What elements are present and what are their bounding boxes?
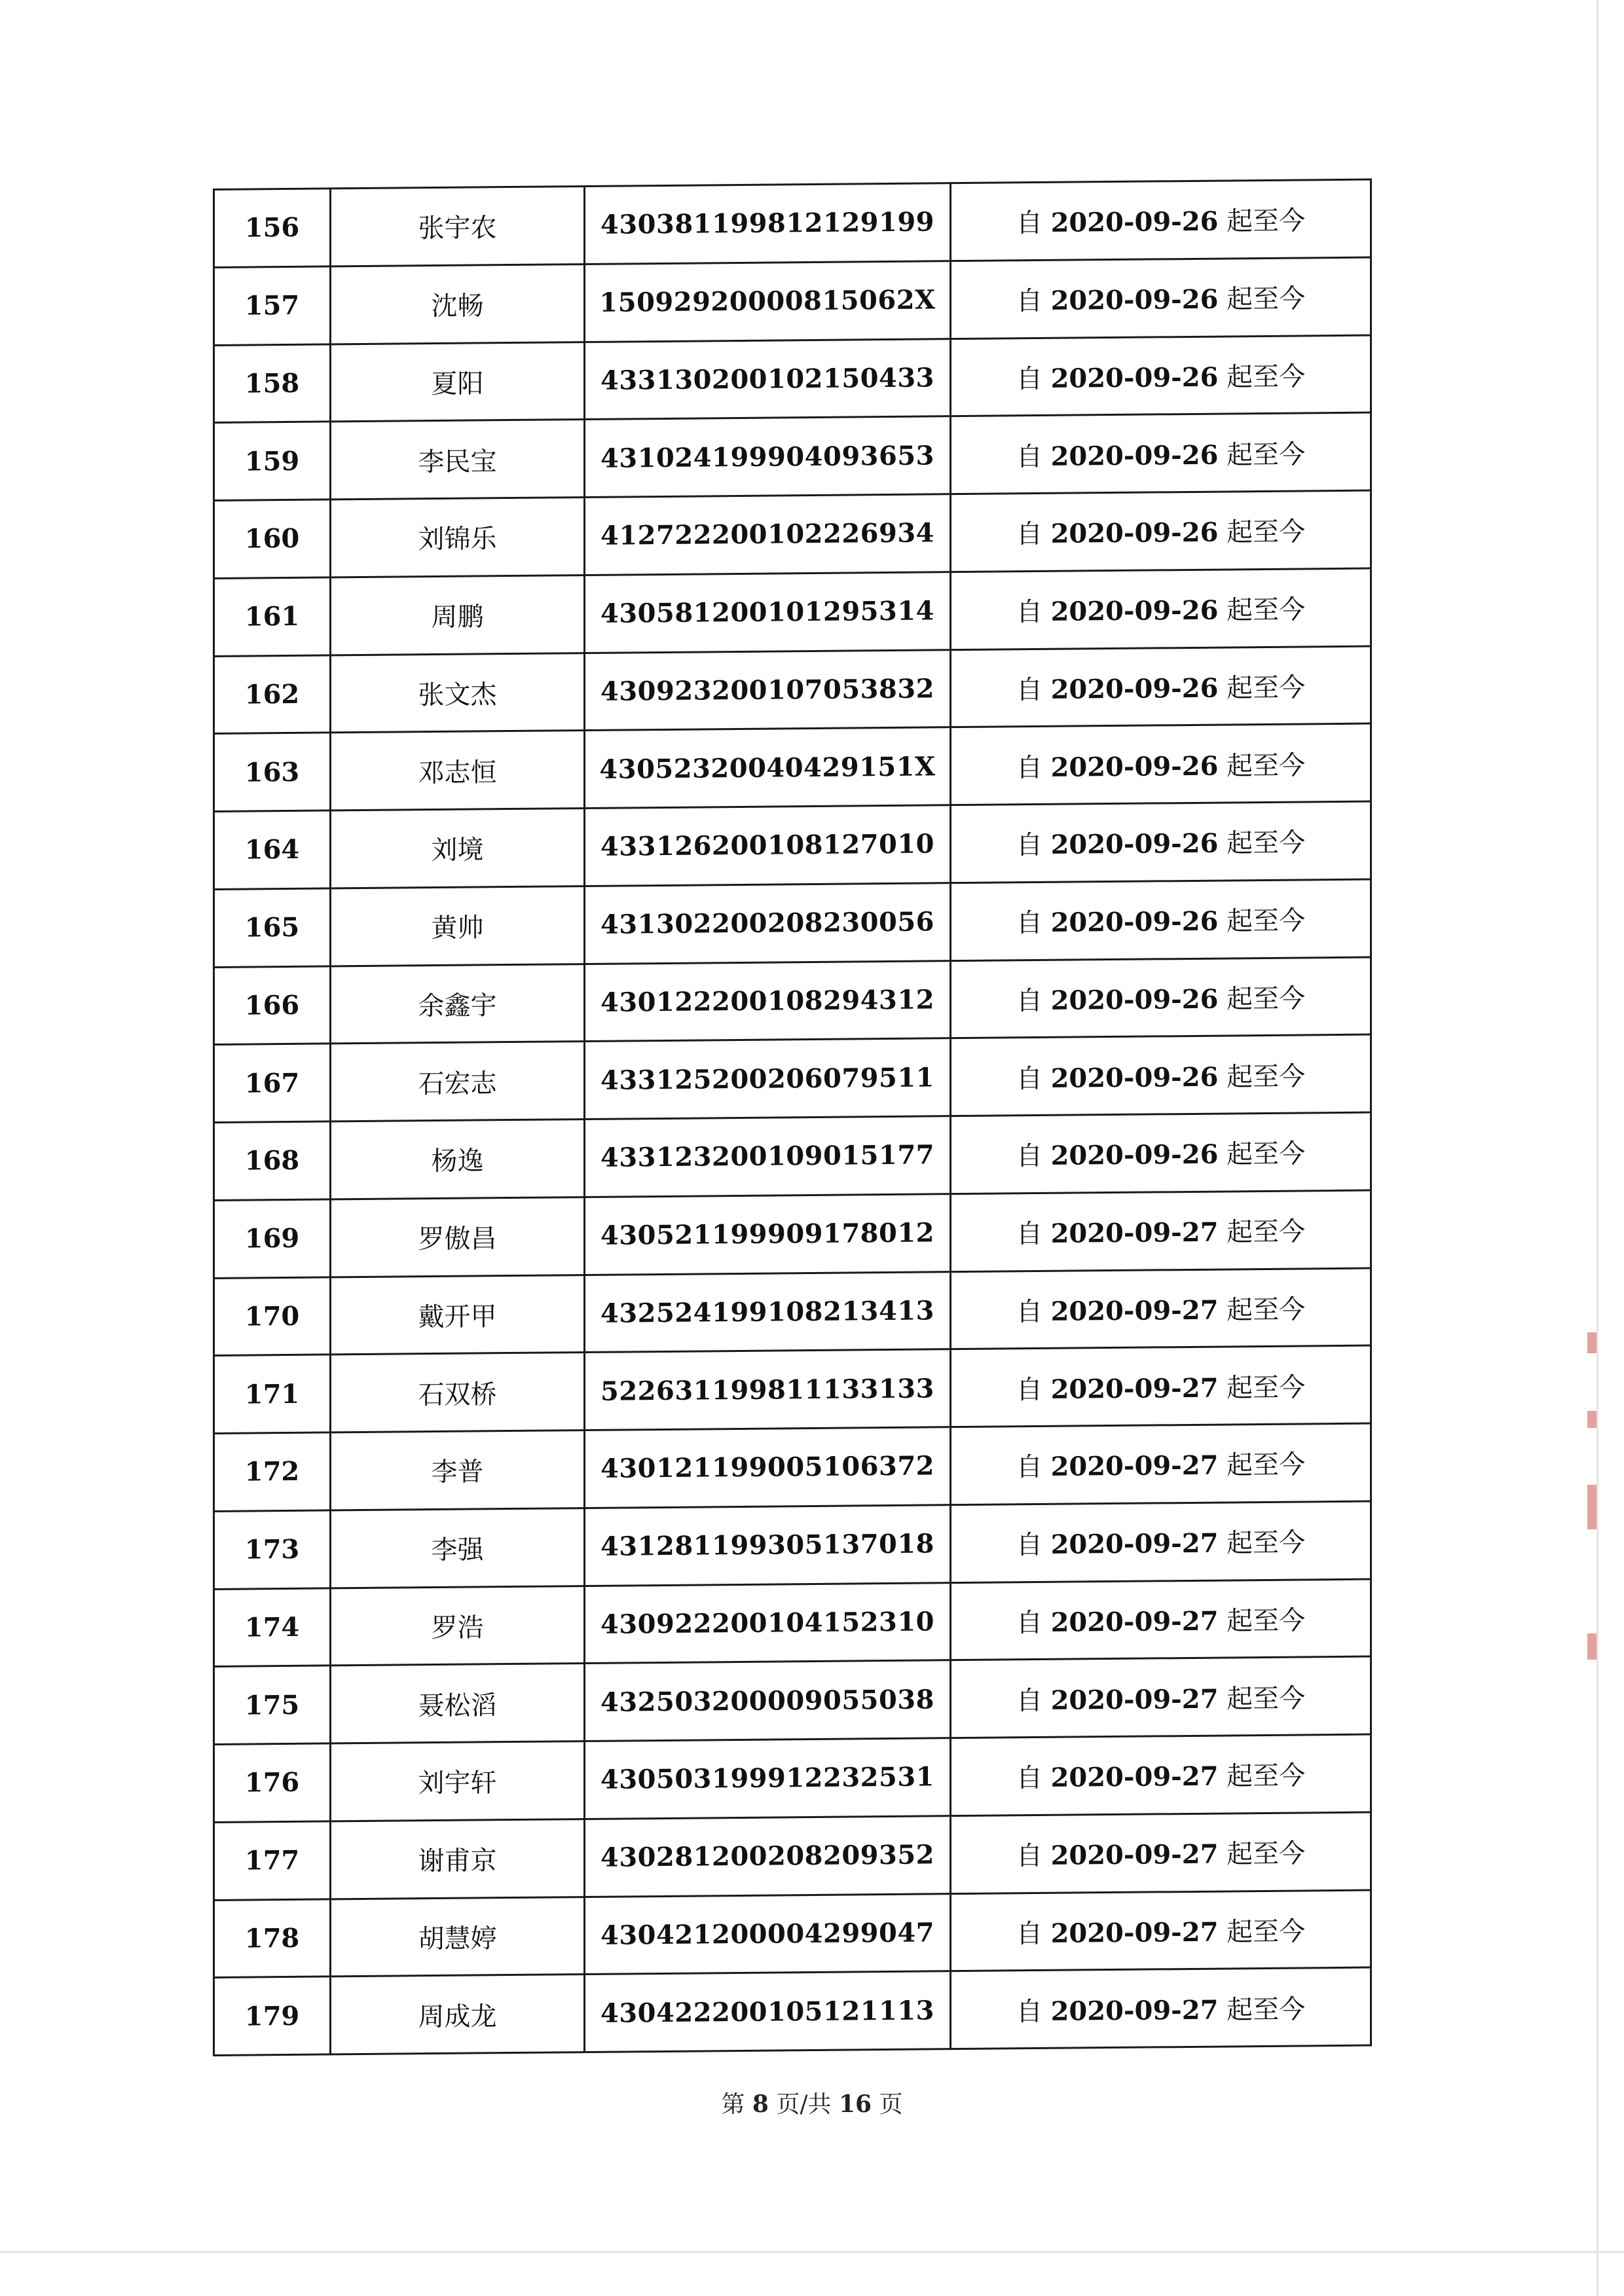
period-prefix: 自 [1016,286,1043,317]
table-row [214,1501,1371,1589]
period-prefix: 自 [1016,1219,1043,1250]
period-date: 2020-09-26 [1050,983,1219,1016]
table-row [214,412,1371,500]
seq-cell: 171 [214,1355,331,1433]
footer-middle: 页/共 [776,2091,832,2118]
id-number-cell: 433126200108127010 [585,805,951,886]
period-date: 2020-09-26 [1050,1061,1219,1094]
name-cell: 张宇农 [331,187,585,266]
name-cell: 罗傲昌 [331,1197,585,1277]
period-prefix: 自 [1016,1063,1043,1094]
period-suffix: 起至今 [1227,1760,1306,1792]
period-cell [951,1734,1371,1815]
name-cell: 罗浩 [331,1586,585,1666]
name-cell: 石双桥 [331,1353,585,1432]
period-cell [951,490,1371,572]
seq-cell: 161 [214,577,331,656]
period-date: 2020-09-26 [1050,828,1219,861]
name-cell: 邓志恒 [331,731,585,811]
id-number-cell: 430281200208209352 [585,1815,951,1897]
seq-cell: 169 [214,1199,331,1278]
id-number-cell: 430922200104152310 [585,1582,951,1664]
period-cell [951,957,1371,1038]
table-row [214,179,1371,267]
period-suffix: 起至今 [1227,594,1306,626]
period-cell [951,335,1371,416]
period-suffix: 起至今 [1227,206,1306,237]
period-prefix: 自 [1016,208,1043,239]
id-number-cell: 412722200102226934 [585,494,951,575]
id-number-cell: 430381199812129199 [585,183,951,264]
table-row [214,723,1371,811]
period-suffix: 起至今 [1227,1683,1306,1715]
period-prefix: 自 [1016,519,1043,550]
table-row [214,1345,1371,1433]
period-prefix: 自 [1016,908,1043,939]
seq-cell: 164 [214,811,331,889]
record-table-body [214,179,1371,2055]
id-number-cell: 430421200004299047 [585,1893,951,1975]
period-date: 2020-09-27 [1050,1372,1219,1405]
period-prefix: 自 [1016,674,1043,706]
period-date: 2020-09-27 [1050,1994,1219,2027]
name-cell: 刘境 [331,809,585,888]
table-row [214,1890,1371,1978]
period-cell [951,1501,1371,1582]
period-cell [951,879,1371,960]
table-row [214,1423,1371,1511]
period-prefix: 自 [1016,1141,1043,1172]
period-cell [951,1656,1371,1738]
period-suffix: 起至今 [1227,1216,1306,1248]
margin-stamp-mark [1587,1411,1596,1428]
seq-cell: 168 [214,1121,331,1200]
table-row [214,646,1371,734]
id-number-cell: 431302200208230056 [585,883,951,964]
seq-cell: 176 [214,1743,331,1822]
period-cell [951,1112,1371,1194]
seq-cell: 173 [214,1510,331,1589]
seq-cell: 165 [214,888,331,967]
period-prefix: 自 [1016,1996,1043,2027]
name-cell: 沈畅 [331,264,585,344]
period-date: 2020-09-27 [1050,1605,1219,1638]
footer-total-pages: 16 [839,2090,872,2118]
table-row [214,1190,1371,1278]
table-row [214,879,1371,967]
period-date: 2020-09-27 [1050,1527,1219,1560]
period-prefix: 自 [1016,1685,1043,1716]
name-cell: 杨逸 [331,1120,585,1199]
id-number-cell: 430923200107053832 [585,649,951,731]
name-cell: 戴开甲 [331,1275,585,1355]
period-suffix: 起至今 [1227,1527,1306,1559]
table-row [214,801,1371,889]
seq-cell: 156 [214,189,331,267]
period-prefix: 自 [1016,363,1043,395]
name-cell: 黄帅 [331,886,585,966]
table-row [214,1734,1371,1822]
period-prefix: 自 [1016,1841,1043,1872]
id-number-cell: 15092920000815062X [585,261,951,342]
period-prefix: 自 [1016,752,1043,783]
seq-cell: 162 [214,655,331,733]
period-cell [951,1423,1371,1504]
seq-cell: 163 [214,733,331,811]
period-suffix: 起至今 [1227,1605,1306,1637]
period-date: 2020-09-26 [1050,1139,1219,1172]
seq-cell: 157 [214,266,331,345]
period-date: 2020-09-27 [1050,1916,1219,1949]
seq-cell: 177 [214,1821,331,1900]
period-prefix: 自 [1016,1530,1043,1561]
id-number-cell: 433123200109015177 [585,1116,951,1197]
period-cell [951,723,1371,805]
name-cell: 余鑫宇 [331,964,585,1044]
period-prefix: 自 [1016,1607,1043,1639]
period-cell [951,412,1371,494]
period-suffix: 起至今 [1227,1294,1306,1326]
period-suffix: 起至今 [1227,517,1306,548]
table-row [214,1268,1371,1356]
period-cell [951,646,1371,727]
id-number-cell: 433125200206079511 [585,1038,951,1120]
page-edge-right [1596,0,1598,2296]
footer-current-page: 8 [752,2090,769,2118]
period-prefix: 自 [1016,1296,1043,1328]
table-row [214,257,1371,345]
period-date: 2020-09-26 [1050,206,1219,239]
table-row [214,1812,1371,1900]
name-cell: 刘锦乐 [331,498,585,577]
period-date: 2020-09-27 [1050,1216,1219,1249]
period-prefix: 自 [1016,1918,1043,1950]
id-number-cell: 431024199904093653 [585,416,951,498]
seq-cell: 166 [214,966,331,1044]
seq-cell: 175 [214,1666,331,1744]
period-prefix: 自 [1016,830,1043,861]
period-cell [951,1967,1371,2049]
period-suffix: 起至今 [1227,983,1306,1015]
period-suffix: 起至今 [1227,1916,1306,1948]
period-prefix: 自 [1016,1374,1043,1405]
period-date: 2020-09-26 [1050,439,1219,472]
name-cell: 张文杰 [331,653,585,733]
period-suffix: 起至今 [1227,1449,1306,1481]
period-date: 2020-09-26 [1050,361,1219,394]
period-suffix: 起至今 [1227,1139,1306,1170]
name-cell: 李民宝 [331,420,585,500]
id-number-cell: 430122200108294312 [585,960,951,1042]
seq-cell: 172 [214,1432,331,1511]
table-row [214,1112,1371,1200]
seq-cell: 160 [214,500,331,578]
page-footer [0,2086,1624,2119]
period-date: 2020-09-26 [1050,750,1219,783]
seq-cell: 158 [214,344,331,422]
id-number-cell: 430581200101295314 [585,572,951,653]
period-date: 2020-09-26 [1050,594,1219,627]
period-cell [951,179,1371,261]
seq-cell: 174 [214,1588,331,1666]
period-prefix: 自 [1016,1452,1043,1483]
period-date: 2020-09-26 [1050,905,1219,938]
id-number-cell: 431281199305137018 [585,1504,951,1586]
period-cell [951,801,1371,883]
seq-cell: 178 [214,1899,331,1977]
period-cell [951,1579,1371,1660]
period-cell [951,1190,1371,1271]
table-row [214,490,1371,578]
id-number-cell: 430422200105121113 [585,1971,951,2052]
period-date: 2020-09-27 [1050,1449,1219,1483]
period-suffix: 起至今 [1227,1061,1306,1093]
period-suffix: 起至今 [1227,750,1306,782]
period-date: 2020-09-26 [1050,517,1219,550]
period-date: 2020-09-27 [1050,1838,1219,1871]
name-cell: 李强 [331,1508,585,1588]
period-cell [951,1345,1371,1427]
seq-cell: 179 [214,1977,331,2055]
table-row [214,1034,1371,1122]
footer-suffix: 页 [879,2091,903,2118]
period-date: 2020-09-27 [1050,1294,1219,1327]
id-number-cell: 43052320040429151X [585,727,951,809]
period-prefix: 自 [1016,1763,1043,1794]
table-row [214,1656,1371,1744]
period-prefix: 自 [1016,441,1043,472]
period-date: 2020-09-27 [1050,1760,1219,1794]
name-cell: 周鹏 [331,575,585,655]
name-cell: 石宏志 [331,1042,585,1121]
table-row [214,335,1371,423]
seq-cell: 170 [214,1277,331,1355]
table-row [214,1579,1371,1667]
period-suffix: 起至今 [1227,828,1306,859]
table-row [214,957,1371,1045]
page-edge-bottom [0,2251,1624,2253]
name-cell: 李普 [331,1430,585,1510]
name-cell: 夏阳 [331,342,585,422]
period-cell [951,1890,1371,1971]
period-suffix: 起至今 [1227,1838,1306,1870]
id-number-cell: 432524199108213413 [585,1271,951,1353]
period-date: 2020-09-27 [1050,1683,1219,1716]
period-cell [951,568,1371,649]
period-suffix: 起至今 [1227,905,1306,937]
seq-cell: 167 [214,1044,331,1122]
period-date: 2020-09-26 [1050,283,1219,316]
name-cell: 聂松滔 [331,1664,585,1743]
period-prefix: 自 [1016,597,1043,628]
seq-cell: 159 [214,422,331,500]
record-table [213,179,1372,2056]
footer-prefix: 第 [721,2091,745,2118]
period-suffix: 起至今 [1227,672,1306,704]
id-number-cell: 430521199909178012 [585,1194,951,1275]
period-cell [951,1034,1371,1116]
period-cell [951,1812,1371,1893]
period-date: 2020-09-26 [1050,672,1219,705]
name-cell: 刘宇轩 [331,1741,585,1821]
period-suffix: 起至今 [1227,1372,1306,1404]
table-row [214,568,1371,656]
period-cell [951,257,1371,338]
id-number-cell: 522631199811133133 [585,1349,951,1430]
name-cell: 谢甫京 [331,1819,585,1899]
period-prefix: 自 [1016,985,1043,1017]
id-number-cell: 432503200009055038 [585,1660,951,1741]
margin-stamp-mark [1587,1332,1596,1353]
period-suffix: 起至今 [1227,283,1306,315]
id-number-cell: 433130200102150433 [585,338,951,420]
name-cell: 胡慧婷 [331,1897,585,1977]
margin-stamp-mark [1587,1633,1596,1660]
table-row [214,1967,1371,2055]
period-suffix: 起至今 [1227,361,1306,393]
period-cell [951,1268,1371,1349]
period-suffix: 起至今 [1227,1994,1306,2026]
margin-stamp-mark [1587,1485,1596,1529]
period-suffix: 起至今 [1227,439,1306,471]
id-number-cell: 430503199912232531 [585,1738,951,1819]
id-number-cell: 430121199005106372 [585,1427,951,1508]
name-cell: 周成龙 [331,1975,585,2054]
